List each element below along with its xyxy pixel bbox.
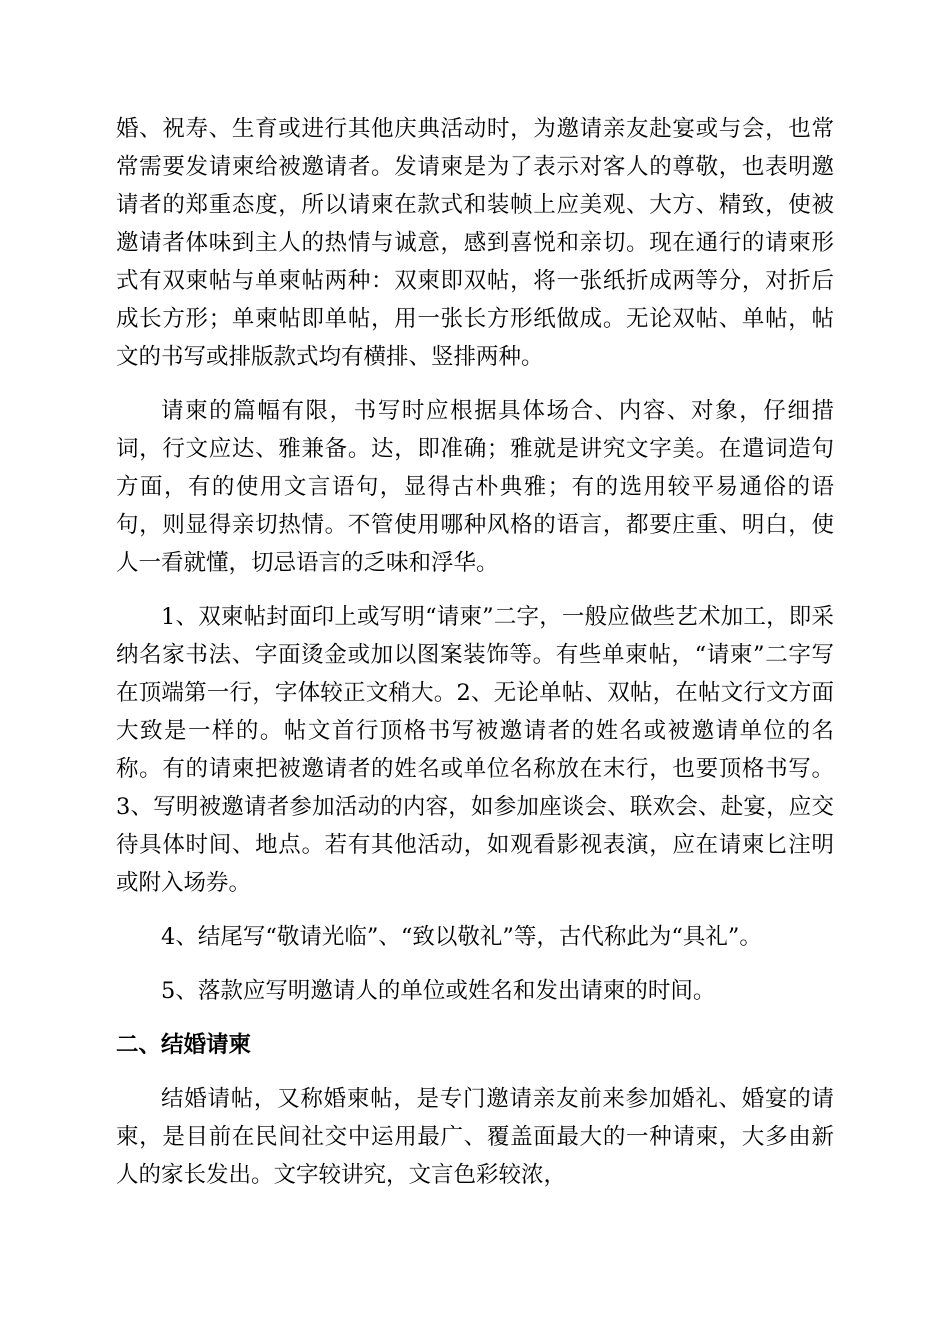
paragraph-closing-rule: 4、结尾写“敬请光临”、“致以敬礼”等，古代称此为“具礼”。 bbox=[161, 924, 762, 950]
paragraph-format-rules: 1、双柬帖封面印上或写明“请柬”二字，一般应做些艺术加工，即采纳名家书法、字面烫金或加以图案装饰等。有些单柬帖，“请柬”二字写在顶端第一行，字体较正文稍大。2、无论单帖、双帖，在帖文行文方面大致是一样的。帖文首行顶格书写被邀请者的姓名或被邀请单位的名称。有的请柬把被邀请者的姓名或单位名称放在末行，也要顶格书写。3、写明被邀请者参加活动的内容，如参加座谈会、联欢会、赴宴，应交待具体时间、地点。若有其他活动，如观看影视表演，应在请柬匕注明或附入场券。 bbox=[116, 604, 834, 896]
document-page bbox=[116, 110, 834, 1210]
paragraph-wording-style: 请柬的篇幅有限，书写时应根据具体场合、内容、对象，仔细措词，行文应达、雅兼备。达，即准确；雅就是讲究文字美。在遣词造句方面，有的使用文言语句，显得古朴典雅；有的选用较平易通俗的语句，则显得亲切热情。不管使用哪种风格的语言，都要庄重、明白，使人一看就懂，切忌语言的乏味和浮华。 bbox=[116, 398, 834, 576]
paragraph-invitation-intro: 婚、祝寿、生育或进行其他庆典活动时，为邀请亲友赴宴或与会，也常常需要发请柬给被邀请者。发请柬是为了表示对客人的尊敬，也表明邀请者的郑重态度，所以请柬在款式和装帧上应美观、大方、精致，使被邀请者体味到主人的热情与诚意，感到喜悦和亲切。现在通行的请柬形式有双柬帖与单柬帖两种：双柬即双帖，将一张纸折成两等分，对折后成长方形；单柬帖即单帖，用一张长方形纸做成。无论双帖、单帖，帖文的书写或排版款式均有横排、竖排两种。 bbox=[116, 116, 834, 370]
paragraph-wedding-invitation: 结婚请帖，又称婚柬帖，是专门邀请亲友前来参加婚礼、婚宴的请柬，是目前在民间社交中运用最广、覆盖面最大的一种请柬，大多由新人的家长发出。文字较讲究，文言色彩较浓， bbox=[116, 1086, 834, 1188]
paragraph-signature-rule: 5、落款应写明邀请人的单位或姓名和发出请柬的时间。 bbox=[161, 978, 716, 1004]
section-heading-wedding-invitation: 二、结婚请柬 bbox=[116, 1032, 252, 1058]
